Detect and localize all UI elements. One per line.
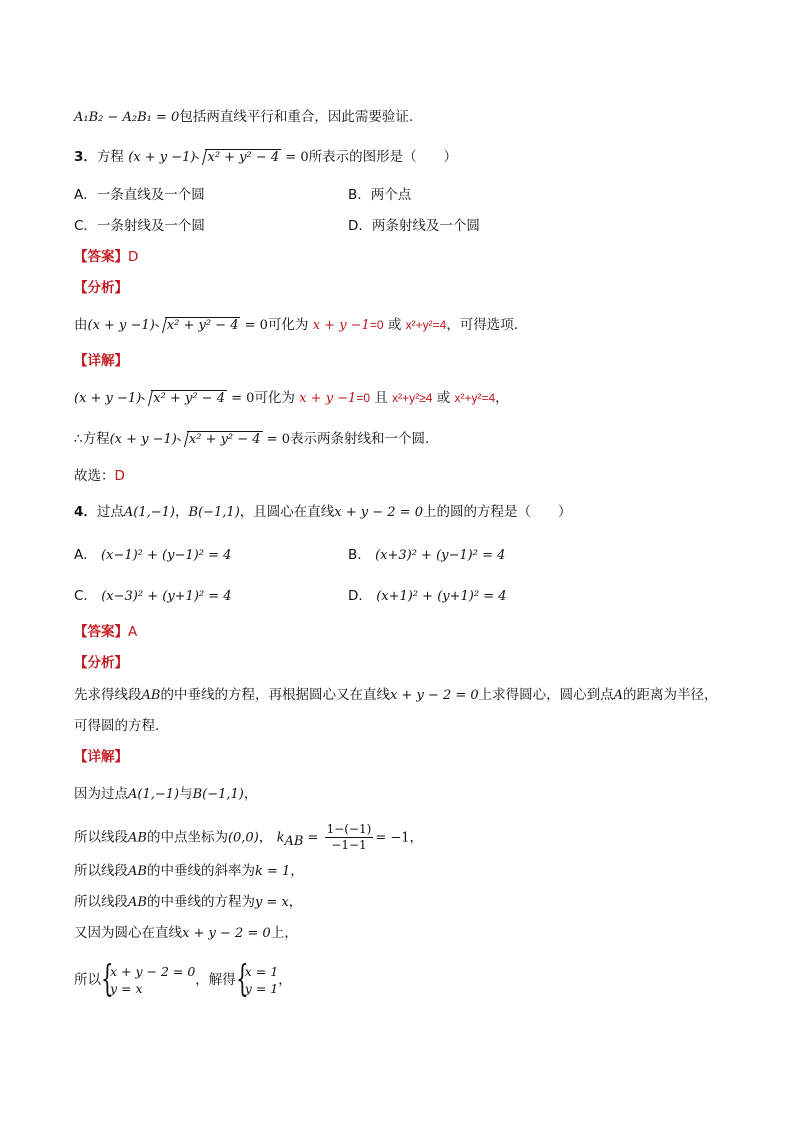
q3-answer (74, 248, 138, 266)
q4-option-b-text: (x+3)² + (y−1)² = 4 (375, 548, 506, 563)
q3-detail-rad: x² + y² − 4 (153, 391, 225, 406)
q4-analysis-line1 (74, 686, 718, 705)
q4-analysis-point: A (613, 688, 624, 703)
q4-d6-sol2: y = 1 (244, 981, 279, 996)
q4-d2-b: 的中点坐标为 (146, 829, 228, 846)
q3-answer-value: D (128, 249, 139, 265)
q4-d6-c: ， (278, 972, 292, 988)
q3-choose-label: 故选： (74, 468, 115, 484)
q4-d3-ab: AB (128, 864, 147, 879)
q3-detail-end: ， (495, 390, 509, 406)
q3-stem-pre: 方程 (96, 149, 124, 165)
q3-therefore-sqrt (177, 430, 263, 449)
q4-detail-tag-text: 【详解】 (74, 749, 128, 765)
q4-d6-sys2: y = x (110, 981, 143, 996)
q3-analysis-eq2: x²+y²=4 (405, 318, 447, 332)
q4-d2-c: ， (258, 829, 273, 846)
q4-point-b: B(−1,1) (188, 505, 240, 520)
q4-analysis-b: 的中垂线的方程，再根据圆心又在直线 (160, 687, 390, 703)
q3-analysis (74, 316, 518, 335)
q4-line-eq: x + y − 2 = 0 (334, 505, 423, 520)
q4-point-a: A(1,−1) (123, 505, 176, 520)
q4-analysis-line2 (74, 717, 159, 735)
q3-option-c-text: 一条射线及一个圆 (96, 218, 205, 234)
q4-d4-ab: AB (128, 895, 147, 910)
q3-option-c-label: C． (74, 218, 97, 234)
q4-answer-tag: 【答案】 (74, 624, 128, 640)
q4-d2-ab: AB (128, 830, 147, 846)
q4-option-c-label: C． (74, 588, 97, 604)
q4-option-a (74, 546, 231, 565)
q4-d6-a: 所以 (74, 972, 101, 988)
top-note (74, 108, 413, 127)
q3-detail-eq-a: (x + y −1) (74, 391, 142, 406)
q4-analysis-line2-text: 可得圆的方程. (74, 718, 160, 734)
q4-d2-num: 1−(−1) (326, 822, 372, 836)
q3-analysis-rad: x² + y² − 4 (166, 318, 239, 333)
q3-eq-rad: x² + y² − 4 (207, 150, 280, 165)
q3-choose-answer: D (114, 468, 125, 484)
q3-therefore-post: 表示两条射线和一个圆. (290, 431, 430, 447)
q4-d3-a: 所以线段 (74, 863, 128, 879)
q3-analysis-rhs: = 0 (240, 318, 268, 333)
q3-analysis-or: 或 (387, 317, 402, 333)
q4-d3-b: 的中垂线的斜率为 (146, 863, 255, 879)
q3-therefore (74, 430, 429, 449)
top-note-text: 包括两直线平行和重合，因此需要验证. (179, 109, 414, 125)
q4-option-b-label: B． (348, 547, 371, 563)
q3-option-b-text: 两个点 (370, 187, 412, 203)
q3-stem (74, 148, 457, 167)
q4-d6-sol1: x = 1 (244, 964, 279, 979)
q3-detail-eq1b: =0 (356, 391, 371, 405)
q4-stem-c: ，且圆心在直线 (239, 504, 335, 520)
q3-therefore-rad: x² + y² − 4 (188, 432, 261, 447)
q3-eq-a: (x + y −1) (128, 150, 196, 165)
q4-d4-b: 的中垂线的方程为 (146, 894, 255, 910)
q4-option-c (74, 587, 232, 606)
q4-d1-c: ， (243, 786, 258, 802)
q3-option-d-text: 两条射线及一个圆 (371, 218, 480, 234)
q3-analysis-eq-a: (x + y −1) (87, 318, 155, 333)
q4-analysis-ab: AB (141, 688, 161, 703)
q4-d4-c: ， (288, 894, 303, 910)
q3-detail-eq3: x²+y²=4 (454, 391, 496, 405)
top-note-formula: A₁B₂ − A₂B₁ = 0 (74, 110, 180, 125)
q3-detail (74, 389, 509, 408)
q3-therefore-rhs: = 0 (262, 432, 290, 447)
q4-d1-pa: A(1,−1) (128, 787, 180, 802)
q3-detail-or: 或 (436, 390, 451, 406)
q3-analysis-pre: 由 (74, 317, 88, 333)
q4-detail-4 (74, 893, 302, 912)
q4-option-d-label: D． (348, 588, 372, 604)
q4-d5-eq: x + y − 2 = 0 (182, 926, 271, 941)
q3-therefore-eq-a: (x + y −1) (109, 432, 177, 447)
q3-analysis-post: ，可得选项. (446, 317, 519, 333)
q4-d4-eq: y = x (254, 895, 289, 910)
q4-stem-b: ， (175, 504, 189, 520)
q4-detail-3 (74, 862, 304, 881)
q4-d2-a: 所以线段 (74, 829, 128, 846)
q3-detail-mid: 可化为 (254, 390, 295, 406)
q4-d2-k: k (276, 830, 285, 846)
q3-detail-and: 且 (374, 390, 388, 406)
q3-detail-eq1: x + y −1 (299, 391, 357, 406)
q3-analysis-eq1b: =0 (369, 318, 384, 332)
q4-d6-system: { x + y − 2 = 0 y = x (101, 959, 196, 1000)
q3-detail-eq2: x²+y²≥4 (392, 391, 433, 405)
q4-stem (74, 503, 571, 522)
q3-analysis-eq1: x + y −1 (312, 318, 370, 333)
q4-d2-ksub: AB (284, 834, 304, 850)
q4-number: 4． (74, 504, 97, 520)
q3-option-d-label: D． (348, 218, 372, 234)
q4-option-c-text: (x−3)² + (y+1)² = 4 (101, 589, 232, 604)
q3-therefore-pre: ∴方程 (74, 431, 110, 447)
q4-analysis-tag (74, 654, 128, 672)
q4-d3-k: k = 1 (254, 864, 291, 879)
q3-stem-post: 所表示的图形是（ ） (308, 149, 458, 165)
q3-detail-rhs: = 0 (226, 391, 255, 406)
q4-d2-fraction (325, 822, 374, 853)
q4-detail-6 (74, 960, 292, 1000)
q4-option-a-label: A． (74, 547, 97, 563)
q4-d5-b: 上， (270, 925, 298, 941)
q4-answer-value: A (128, 624, 138, 640)
q3-option-c (74, 217, 205, 235)
q3-choose (74, 467, 125, 485)
q4-option-b (348, 546, 505, 565)
q3-analysis-tag (74, 279, 128, 297)
q4-d5-a: 又因为圆心在直线 (74, 925, 182, 941)
q4-analysis-eq: x + y − 2 = 0 (389, 688, 479, 703)
q4-option-d-text: (x+1)² + (y+1)² = 4 (376, 589, 507, 604)
q4-d1-pb: B(−1,1) (192, 787, 244, 802)
q3-number: 3． (74, 149, 97, 165)
q4-d6-b: ，解得 (195, 972, 236, 988)
q4-d2-den: −1−1 (331, 838, 367, 852)
q4-d1-b: 与 (179, 786, 193, 802)
q4-d6-sys1: x + y − 2 = 0 (110, 964, 196, 979)
q4-option-d (348, 587, 507, 606)
q3-detail-tag (74, 352, 128, 370)
q3-sqrt (195, 148, 281, 167)
q4-analysis-d: 的距离为半径， (623, 687, 718, 703)
q3-option-d (348, 217, 480, 235)
q4-d2-res: = −1 (375, 830, 410, 846)
q3-option-a (74, 186, 205, 204)
q4-detail-5 (74, 924, 298, 943)
q4-stem-d: 上的圆的方程是（ ） (422, 504, 572, 520)
q4-detail-tag (74, 748, 128, 766)
q3-option-b (348, 186, 411, 204)
q4-d6-solution: { x = 1 y = 1 (235, 959, 279, 1000)
q4-analysis-tag-text: 【分析】 (74, 655, 128, 671)
q3-detail-sqrt (141, 389, 227, 408)
q3-analysis-tag-text: 【分析】 (74, 280, 128, 296)
q3-analysis-sqrt (155, 316, 241, 335)
q4-d1-a: 因为过点 (74, 786, 128, 802)
q4-analysis-a: 先求得线段 (74, 687, 142, 703)
q3-detail-tag-text: 【详解】 (74, 353, 128, 369)
q4-d2-end: ， (409, 829, 424, 846)
q3-answer-tag: 【答案】 (74, 249, 128, 265)
q4-d2-mid: (0,0) (227, 830, 259, 846)
q3-analysis-mid: 可化为 (267, 317, 309, 333)
q4-d4-a: 所以线段 (74, 894, 128, 910)
q3-option-b-label: B． (348, 187, 371, 203)
q3-option-a-text: 一条直线及一个圆 (96, 187, 205, 203)
q4-answer (74, 623, 137, 641)
q4-detail-1 (74, 785, 257, 804)
q4-option-a-text: (x−1)² + (y−1)² = 4 (101, 548, 232, 563)
q4-analysis-c: 上求得圆心，圆心到点 (478, 687, 614, 703)
q3-eq-rhs: = 0 (281, 150, 309, 165)
q4-stem-a: 过点 (96, 504, 124, 520)
q4-d3-c: ， (290, 863, 304, 879)
q3-option-a-label: A． (74, 187, 97, 203)
q4-detail-2: 所以线段AB的中点坐标为(0,0)， $k_{AB}$ = $\frac{1-(-1)}{-1-1}$ = −1， (74, 822, 424, 852)
